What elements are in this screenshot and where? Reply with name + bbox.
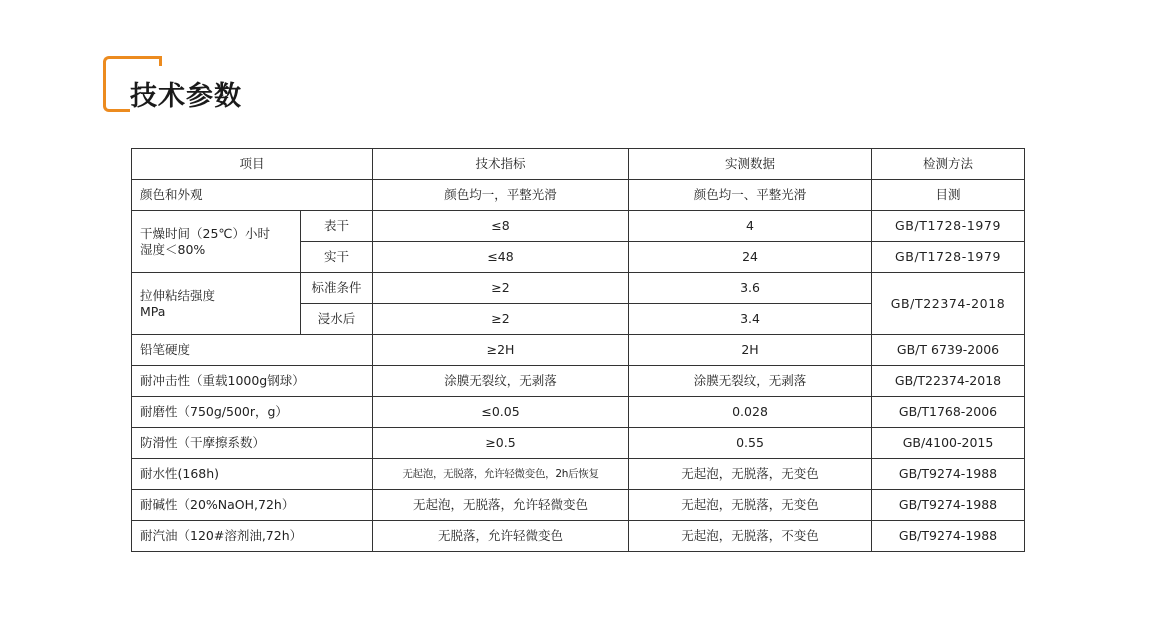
row-spec: ≤48 (373, 242, 629, 273)
table-row (132, 180, 1025, 211)
row-measured: 3.6 (629, 273, 872, 304)
row-measured: 4 (629, 211, 872, 242)
header-spec: 技术指标 (373, 149, 629, 180)
table-row (132, 397, 1025, 428)
row-measured: 3.4 (629, 304, 872, 335)
row-item: 耐汽油（120#溶剂油,72h） (132, 521, 373, 552)
row-measured: 无起泡，无脱落，不变色 (629, 521, 872, 552)
row-method: GB/T1728-1979 (872, 242, 1025, 273)
row-item: 耐冲击性（重载1000g钢球） (132, 366, 373, 397)
row-subitem: 标准条件 (301, 273, 373, 304)
row-measured: 颜色均一、平整光滑 (629, 180, 872, 211)
row-spec: 无起泡，无脱落，允许轻微变色，2h后恢复 (373, 459, 629, 490)
row-method: GB/4100-2015 (872, 428, 1025, 459)
row-spec: ≥2 (373, 304, 629, 335)
row-measured: 24 (629, 242, 872, 273)
row-spec: 无起泡，无脱落，允许轻微变色 (373, 490, 629, 521)
table-row (132, 490, 1025, 521)
table-row (132, 521, 1025, 552)
header-item: 项目 (132, 149, 373, 180)
row-item-line2: 湿度＜80% (140, 241, 206, 257)
row-item: 耐碱性（20%NaOH,72h） (132, 490, 373, 521)
spec-table (131, 148, 1025, 552)
row-measured: 涂膜无裂纹，无剥落 (629, 366, 872, 397)
row-method: GB/T22374-2018 (872, 273, 1025, 335)
row-spec: ≥2 (373, 273, 629, 304)
row-subitem: 浸水后 (301, 304, 373, 335)
row-method: 目测 (872, 180, 1025, 211)
row-measured: 2H (629, 335, 872, 366)
table-row (132, 366, 1025, 397)
row-item: 铅笔硬度 (132, 335, 373, 366)
row-subitem: 表干 (301, 211, 373, 242)
row-spec: 涂膜无裂纹，无剥落 (373, 366, 629, 397)
row-method: GB/T9274-1988 (872, 490, 1025, 521)
row-measured: 0.55 (629, 428, 872, 459)
row-item-line2: MPa (140, 303, 166, 319)
row-method: GB/T9274-1988 (872, 459, 1025, 490)
row-measured: 0.028 (629, 397, 872, 428)
row-spec: ≤8 (373, 211, 629, 242)
row-item-line1: 干燥时间（25℃）小时 (140, 225, 270, 241)
row-subitem: 实干 (301, 242, 373, 273)
row-measured: 无起泡，无脱落，无变色 (629, 459, 872, 490)
row-method: GB/T9274-1988 (872, 521, 1025, 552)
page-title: 技术参数 (130, 78, 246, 116)
row-spec: 无脱落，允许轻微变色 (373, 521, 629, 552)
row-method: GB/T22374-2018 (872, 366, 1025, 397)
row-item: 颜色和外观 (132, 180, 373, 211)
row-item-group (132, 211, 301, 273)
row-method: GB/T1728-1979 (872, 211, 1025, 242)
row-spec: ≥2H (373, 335, 629, 366)
row-method: GB/T 6739-2006 (872, 335, 1025, 366)
row-spec: ≤0.05 (373, 397, 629, 428)
header-method: 检测方法 (872, 149, 1025, 180)
table-row (132, 273, 1025, 304)
table-row (132, 335, 1025, 366)
row-item: 防滑性（干摩擦系数） (132, 428, 373, 459)
row-measured: 无起泡，无脱落，无变色 (629, 490, 872, 521)
row-item: 耐水性(168h) (132, 459, 373, 490)
row-method: GB/T1768-2006 (872, 397, 1025, 428)
header-measured: 实测数据 (629, 149, 872, 180)
row-item-group (132, 273, 301, 335)
table-row (132, 211, 1025, 242)
table-header-row (132, 149, 1025, 180)
row-spec: ≥0.5 (373, 428, 629, 459)
row-item: 耐磨性（750g/500r，g） (132, 397, 373, 428)
table-row (132, 428, 1025, 459)
row-item-line1: 拉伸粘结强度 (140, 287, 216, 303)
table-row (132, 459, 1025, 490)
row-spec: 颜色均一，平整光滑 (373, 180, 629, 211)
